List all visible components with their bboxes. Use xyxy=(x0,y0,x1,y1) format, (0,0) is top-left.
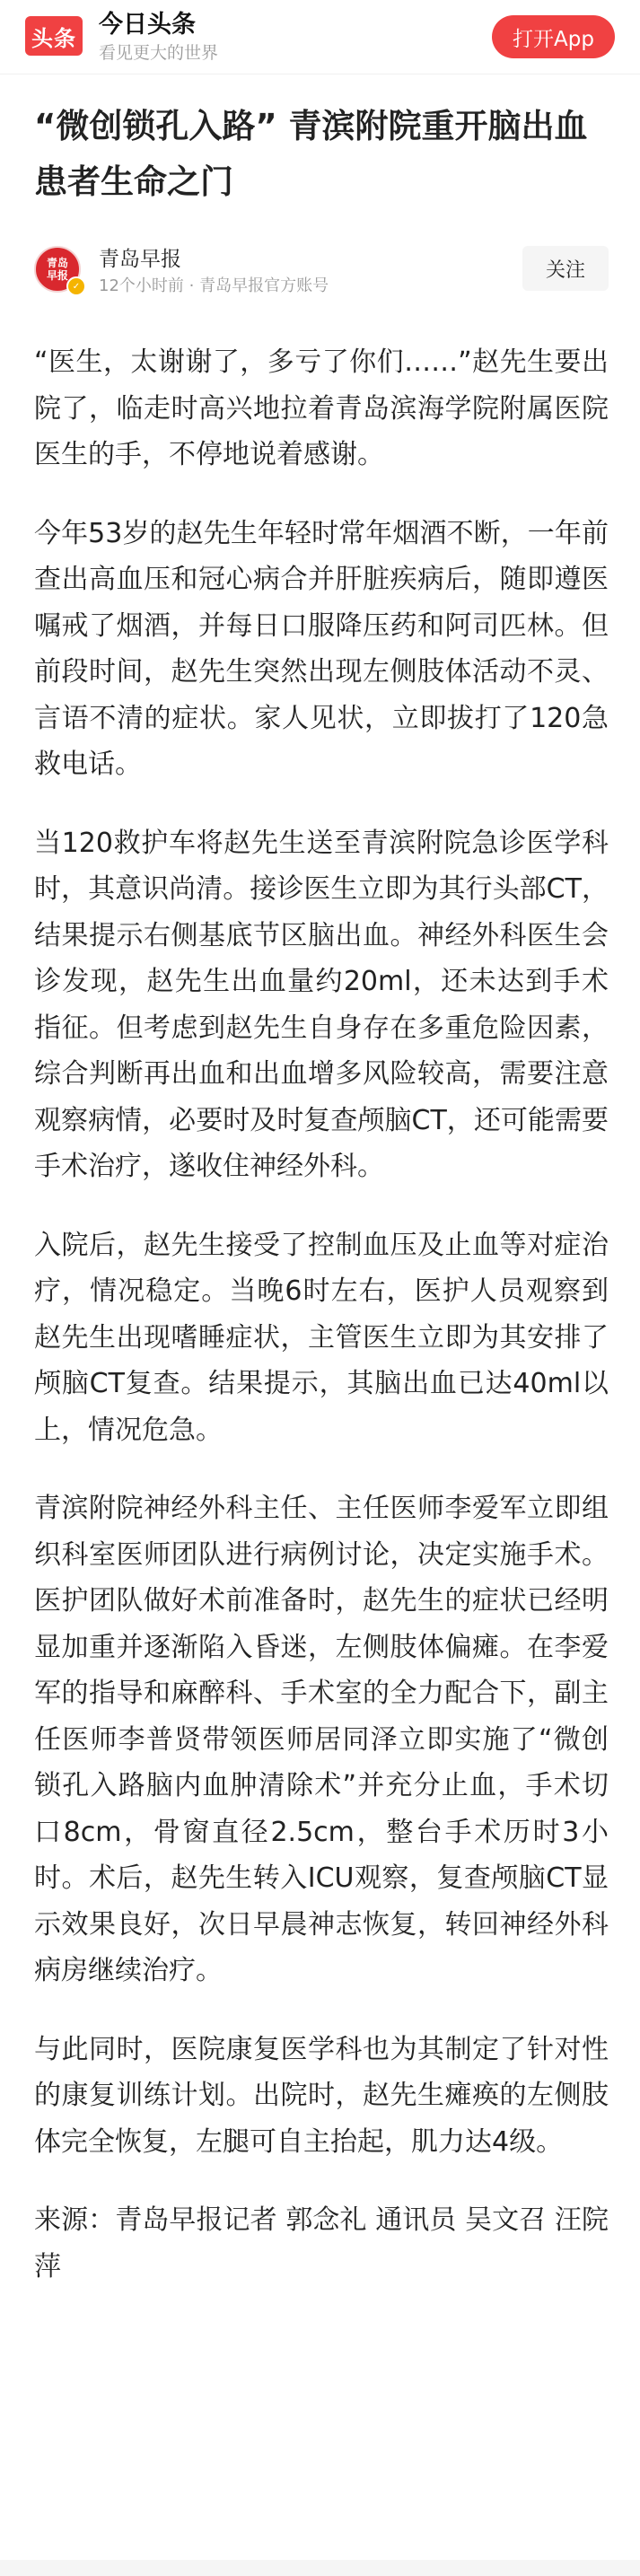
article-paragraph: 与此同时，医院康复医学科也为其制定了针对性的康复训练计划。出院时，赵先生瘫痪的左侧肢体完全恢复，左腿可自主抬起，肌力达4级。 xyxy=(34,2033,609,2158)
brand-block xyxy=(99,9,218,65)
article-paragraph: 青滨附院神经外科主任、主任医师李爱军立即组织科室医师团队进行病例讨论，决定实施手术。医护团队做好术前准备时，赵先生的症状已经明显加重并逐渐陷入昏迷，左侧肢体偏瘫。在李爱军的指导和麻醉科、手术室的全力配合下，副主任医师李普贤带领医师居同泽立即实施了“微创锁孔入路脑内血肿清除术”并充分止血，手术切口8cm，骨窗直径2.5cm，整台手术历时3小时。术后，赵先生转入ICU观察，复查颅脑CT显示效果良好，次日早晨神志恢复，转回神经外科病房继续治疗。 xyxy=(34,1493,609,1986)
top-app-bar xyxy=(0,0,640,74)
article-title: “微创锁孔入路” 青滨附院重开脑出血患者生命之门 xyxy=(34,107,588,201)
avatar-text-bottom: 早报 xyxy=(46,269,68,282)
article-source: 来源：青岛早报记者 郭念礼 通讯员 吴文召 汪院萍 xyxy=(34,2204,609,2282)
avatar-text-top: 青岛 xyxy=(46,257,68,269)
app-name: 今日头条 xyxy=(99,11,196,39)
article-paragraph: 当120救护车将赵先生送至青滨附院急诊医学科时，其意识尚清。接诊医生立即为其行头部CT，结果提示右侧基底节区脑出血。神经外科医生会诊发现，赵先生出血量约20ml，还未达到手术指征。但考虑到赵先生自身存在多重危险因素，综合判断再出血和出血增多风险较高，需要注意观察病情，必要时及时复查颅脑CT，还可能需要手术治疗，遂收住神经外科。 xyxy=(34,827,609,1182)
author-meta: 12个小时前 · 青岛早报官方账号 xyxy=(99,276,329,295)
app-slogan: 看见更大的世界 xyxy=(99,43,219,63)
article-body xyxy=(34,339,609,2322)
article-paragraph: 入院后，赵先生接受了控制血压及止血等对症治疗，情况稳定。当晚6时左右，医护人员观察到赵先生出现嗜睡症状，主管医生立即为其安排了颅脑CT复查。结果提示，其脑出血已达40ml以上，情况危急。 xyxy=(34,1229,609,1446)
open-app-button[interactable]: 打开App xyxy=(492,15,615,58)
author-name[interactable]: 青岛早报 xyxy=(99,248,181,271)
verified-badge-icon: ✓ xyxy=(66,276,86,296)
bottom-divider xyxy=(0,2560,640,2576)
follow-button[interactable]: 关注 xyxy=(522,246,609,291)
toutiao-logo[interactable]: 头条 xyxy=(25,16,83,56)
author-row xyxy=(34,241,609,303)
article-paragraph: 今年53岁的赵先生年轻时常年烟酒不断，一年前查出高血压和冠心病合并肝脏疾病后，随即遵医嘱戒了烟酒，并每日口服降压药和阿司匹林。但前段时间，赵先生突然出现左侧肢体活动不灵、言语不清的症状。家人见状，立即拔打了120急救电话。 xyxy=(34,517,609,780)
article-paragraph: “医生，太谢谢了，多亏了你们……”赵先生要出院了，临走时高兴地拉着青岛滨海学院附属医院医生的手，不停地说着感谢。 xyxy=(34,346,609,470)
